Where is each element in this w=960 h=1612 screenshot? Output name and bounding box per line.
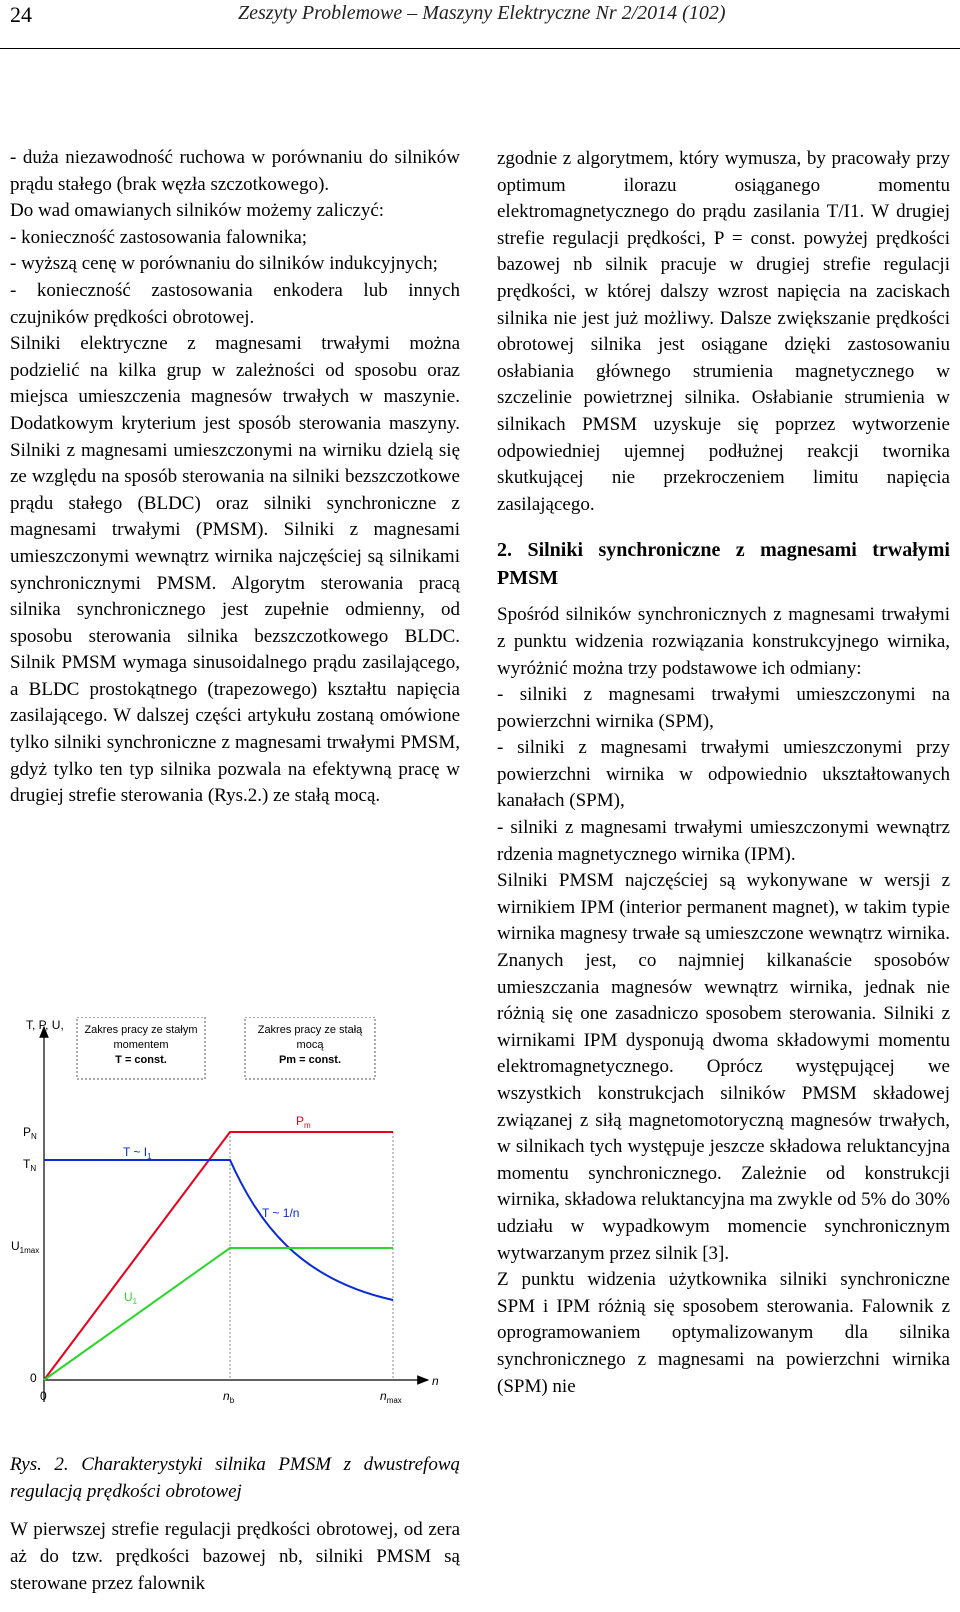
figure-pmsm-characteristics xyxy=(8,1017,460,1447)
page-number: 24 xyxy=(10,2,32,27)
left-column xyxy=(10,145,460,810)
label-tn: $T_N$ xyxy=(23,1157,37,1173)
journal-title: Zeszyty Problemowe – Maszyny Elektryczne Nr 2/2014 (102) xyxy=(238,2,726,24)
right-paragraph-4: Z punktu widzenia użytkownika silniki synchroniczne SPM i IPM różnią się sposobem sterowania. Falownik z oprogramowaniem optymalizowanym dla silnika synchronicznego z magnesami na powierzchni wirnika (SPM) nie xyxy=(497,1269,950,1397)
right-paragraph-1: zgodnie z algorytmem, który wymusza, by pracowały przy optimum ilorazu osiąganego momentu elektromagnetycznego do prądu zasilania T/I1. W drugiej strefie regulacji prędkości, P = const. powyżej prędkości bazowej nb silnik pracuje w drugiej strefie regulacji prędkości, w której dalszy wzrost napięcia na zaciskach silnika nie jest już możliwy. Dalsze zwiększanie prędkości obrotowej silnika jest osiągane dzięki zastosowaniu osłabiania głównego strumienia magnetycznego w szczelinie powietrznej silnika. Osłabianie strumienia w silnikach PMSM uzyskuje się poprzez wytworzenie odpowiedniej ujemnej podłużnej reakcji twornika skutkującej nie przekroczeniem limitu napięcia zasilającego. xyxy=(497,148,950,515)
figure-caption: Rys. 2. Charakterystyki silnika PMSM z dwustrefową regulacją prędkości obrotowej xyxy=(10,1454,460,1502)
page-header xyxy=(0,0,960,50)
left-paragraph: - duża niezawodność ruchowa w porównaniu do silników prądu stałego (brak węzła szczotkowego). xyxy=(10,147,460,195)
x-axis-label: n xyxy=(432,1374,439,1388)
label-pm: $P_m$ xyxy=(296,1114,311,1130)
header-rule xyxy=(0,48,960,49)
label-nmax: $n_{max}$ xyxy=(380,1389,402,1405)
label-u1: $U_1$ xyxy=(124,1290,138,1306)
box1-line2: momentem xyxy=(113,1039,169,1051)
y-axis-label: T, P, U, xyxy=(26,1018,64,1032)
box2-line1: Zakres pracy ze stałą xyxy=(257,1024,363,1036)
section-heading: 2. Silniki synchroniczne z magnesami trwałymi PMSM xyxy=(497,539,950,590)
right-paragraph-2: Spośród silników synchronicznych z magnesami trwałymi z punktu widzenia rozwiązania konstrukcyjnego wirnika, wyróżnić można trzy podstawowe ich odmiany: xyxy=(497,604,950,679)
label-t-i1: T ~ $I_1$ xyxy=(123,1145,152,1161)
voltage-curve xyxy=(44,1248,393,1380)
right-paragraph-3: Silniki PMSM najczęściej są wykonywane w wersji z wirnikiem IPM (interior permanent magnet), w takim typie wirnika magnesy trwałe są umieszczone wewnątrz wirnika. Znanych jest, co najmniej kilkanaście sposobów umieszczania magnesów wewnątrz wirnika, jednak nie różnią się one zasadniczo sposobem sterowania. Silniki z wirnikami IPM dysponują dwoma składowymi momentu elektromagnetycznego. Oprócz występującej we wszystkich konstrukcjach silników PMSM składowej związanej z siłą magnetomotoryczną magnesów trwałych, w silnikach tych występuje jeszcze składowa reluktancyjna momentu synchronicznego. Zależnie od konstrukcji wirnika, składowa reluktancyjna ma zwykle od 5% do 30% udziału w wypadkowym momencie synchronicznym wytwarzanym przez silnik [3]. xyxy=(497,870,950,1264)
right-column xyxy=(497,146,950,1400)
list-item: - silniki z magnesami trwałymi umieszczonymi na powierzchni wirnika (SPM), xyxy=(497,684,950,732)
label-pn: $P_N$ xyxy=(23,1125,37,1141)
box1-line3: T = const. xyxy=(115,1054,167,1066)
label-zero-y: 0 xyxy=(30,1371,37,1385)
list-item: - silniki z magnesami trwałymi umieszczonymi przy powierzchni wirnika w odpowiednio ukształtowanych kanałach (SPM), xyxy=(497,737,950,812)
left-paragraph: Silniki elektryczne z magnesami trwałymi można podzielić na kilka grup w zależności od sposobu oraz miejsca umieszczenia magnesów trwałych w maszynie. Dodatkowym kryterium jest sposób sterowania maszyny. Silniki z magnesami umieszczonymi na wirniku dzielą się ze względu na sposób sterowania na silniki bezszczotkowe prądu stałego (BLDC) oraz silniki synchroniczne z magnesami trwałymi (PMSM). Silniki z magnesami umieszczonymi wewnątrz wirnika najczęściej są silnikami synchronicznymi PMSM. Algorytm sterowania pracą silnika synchronicznego jest zupełnie odmienny, od sposobu sterowania silnika bezszczotkowego BLDC. Silnik PMSM wymaga sinusoidalnego prądu zasilającego, a BLDC prostokątnego (trapezowego) kształtu napięcia zasilającego. W dalszej części artykułu zostaną omówione tylko silniki synchroniczne z magnesami trwałymi PMSM, gdyż tylko ten typ silnika pozwala na efektywną pracę w drugiej strefie sterowania (Rys.2.) ze stałą mocą. xyxy=(10,333,460,807)
box2-line2: mocą xyxy=(296,1039,324,1051)
left-paragraph: - konieczność zastosowania falownika; xyxy=(10,226,308,248)
label-t-1n: T ~ 1/n xyxy=(262,1206,300,1220)
label-zero-x: 0 xyxy=(40,1389,47,1403)
left-paragraph: Do wad omawianych silników możemy zaliczyć: xyxy=(10,200,385,222)
left-paragraph: - konieczność zastosowania enkodera lub innych czujników prędkości obrotowej. xyxy=(10,279,460,328)
label-nb: $n_b$ xyxy=(223,1389,235,1405)
torque-curve xyxy=(44,1160,393,1300)
list-item: - silniki z magnesami trwałymi umieszczonymi wewnątrz rdzenia magnetycznego wirnika (IPM). xyxy=(497,817,950,865)
label-u1max: $U_{1max}$ xyxy=(11,1239,40,1255)
left-bottom-paragraph: W pierwszej strefie regulacji prędkości obrotowej, od zera aż do tzw. prędkości bazowej nb, silniki PMSM są sterowane przez falownik xyxy=(10,1519,460,1594)
left-paragraph: - wyższą cenę w porównaniu do silników indukcyjnych; xyxy=(10,253,438,275)
box2-line3: Pm = const. xyxy=(278,1054,342,1066)
box1-line1: Zakres pracy ze stałym xyxy=(84,1024,198,1036)
